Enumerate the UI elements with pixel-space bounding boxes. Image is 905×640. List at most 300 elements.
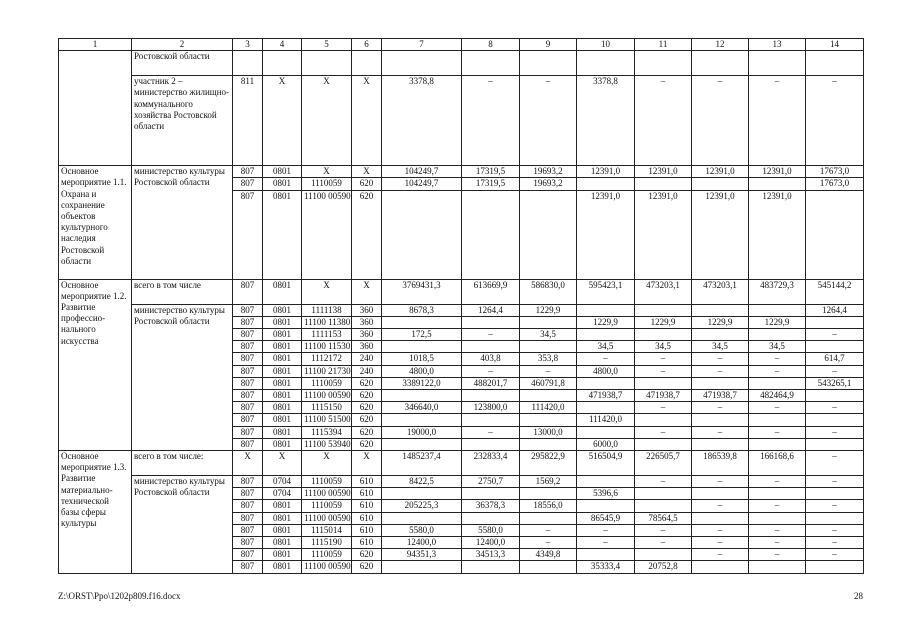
- table-cell: 205225,3: [382, 500, 462, 512]
- table-cell: 11100 11380: [302, 316, 352, 328]
- table-cell: [59, 51, 132, 166]
- table-cell: –: [462, 365, 520, 377]
- table-cell: –: [520, 365, 577, 377]
- table-cell: 1110059: [302, 476, 352, 488]
- table-cell: 460791,8: [520, 377, 577, 389]
- table-cell: 807: [233, 402, 263, 414]
- table-cell: [352, 51, 382, 76]
- table-cell: 0801: [263, 512, 302, 524]
- table-cell: [577, 329, 635, 341]
- table-row: [59, 451, 864, 476]
- table-cell: 620: [352, 414, 382, 426]
- table-cell: 346640,0: [382, 402, 462, 414]
- table-cell: 610: [352, 500, 382, 512]
- table-cell: 34,5: [749, 341, 806, 353]
- table-cell: –: [692, 426, 749, 438]
- table-cell: –: [577, 537, 635, 549]
- table-cell: 0801: [263, 365, 302, 377]
- table-cell: [806, 51, 864, 76]
- executor-cell: министерство культуры Ростовской области: [132, 476, 233, 574]
- table-cell: 86545,9: [577, 512, 635, 524]
- table-cell: 17673,0: [806, 166, 864, 178]
- table-cell: [749, 488, 806, 500]
- table-cell: 0801: [263, 549, 302, 561]
- table-cell: –: [749, 549, 806, 561]
- table-cell: [806, 390, 864, 402]
- table-cell: 11100 00590: [302, 512, 352, 524]
- table-cell: [520, 341, 577, 353]
- header-cell: 2: [132, 39, 233, 51]
- table-cell: 1229,9: [692, 316, 749, 328]
- table-cell: 807: [233, 190, 263, 279]
- table-cell: 34513,3: [462, 549, 520, 561]
- table-cell: 807: [233, 279, 263, 304]
- table-cell: 34,5: [577, 341, 635, 353]
- table-row: [59, 76, 864, 166]
- header-cell: 10: [577, 39, 635, 51]
- table-cell: 18556,0: [520, 500, 577, 512]
- table-cell: –: [520, 76, 577, 166]
- table-cell: [692, 561, 749, 573]
- table-cell: 471938,7: [577, 390, 635, 402]
- table-cell: –: [635, 402, 692, 414]
- table-cell: 11100 53940: [302, 438, 352, 450]
- table-cell: 0801: [263, 353, 302, 365]
- table-cell: 12391,0: [577, 190, 635, 279]
- table-cell: 807: [233, 561, 263, 573]
- header-cell: 7: [382, 39, 462, 51]
- table-cell: 610: [352, 488, 382, 500]
- table-cell: [382, 414, 462, 426]
- table-cell: 807: [233, 512, 263, 524]
- page-number: 28: [854, 591, 863, 601]
- table-cell: 104249,7: [382, 178, 462, 190]
- activity-name-cell: Основное мероприятие 1.2. Развитие профессио-нального искусства: [59, 279, 132, 450]
- table-cell: Х: [352, 451, 382, 476]
- header-cell: 9: [520, 39, 577, 51]
- table-cell: 0801: [263, 279, 302, 304]
- header-cell: 14: [806, 39, 864, 51]
- table-cell: [749, 512, 806, 524]
- table-cell: 613669,9: [462, 279, 520, 304]
- budget-table-sheet: [58, 38, 863, 574]
- table-cell: [382, 512, 462, 524]
- table-cell: [806, 414, 864, 426]
- total-label-cell: всего в том числе: [132, 279, 233, 304]
- table-cell: 4800,0: [382, 365, 462, 377]
- table-cell: 1229,9: [520, 304, 577, 316]
- table-cell: [520, 190, 577, 279]
- table-cell: –: [749, 500, 806, 512]
- table-cell: 240: [352, 353, 382, 365]
- table-cell: –: [692, 524, 749, 536]
- table-cell: –: [749, 353, 806, 365]
- table-cell: 471938,7: [692, 390, 749, 402]
- table-cell: [577, 377, 635, 389]
- table-cell: 811: [233, 76, 263, 166]
- header-cell: 5: [302, 39, 352, 51]
- table-cell: [692, 51, 749, 76]
- table-cell: 17319,5: [462, 166, 520, 178]
- table-cell: 807: [233, 414, 263, 426]
- table-cell: [749, 329, 806, 341]
- table-cell: [635, 438, 692, 450]
- table-cell: 111420,0: [520, 402, 577, 414]
- table-cell: 0801: [263, 190, 302, 279]
- table-cell: 620: [352, 561, 382, 573]
- table-cell: –: [692, 365, 749, 377]
- table-cell: 1110059: [302, 500, 352, 512]
- table-cell: [635, 377, 692, 389]
- table-cell: [382, 316, 462, 328]
- executor-cell: участник 2 – министерство жилищно-коммунального хозяйства Ростовской области: [132, 76, 233, 166]
- table-cell: Х: [352, 76, 382, 166]
- table-cell: [692, 329, 749, 341]
- table-cell: –: [577, 353, 635, 365]
- table-cell: 6000,0: [577, 438, 635, 450]
- table-cell: 17673,0: [806, 178, 864, 190]
- table-cell: 0801: [263, 166, 302, 178]
- table-cell: 482464,9: [749, 390, 806, 402]
- table-cell: 3389122,0: [382, 377, 462, 389]
- table-cell: Х: [352, 166, 382, 178]
- table-cell: 1264,4: [806, 304, 864, 316]
- table-cell: 12400,0: [462, 537, 520, 549]
- table-cell: 1485237,4: [382, 451, 462, 476]
- table-cell: –: [577, 524, 635, 536]
- table-cell: 807: [233, 488, 263, 500]
- table-cell: 12391,0: [692, 166, 749, 178]
- table-cell: 186539,8: [692, 451, 749, 476]
- table-cell: 620: [352, 438, 382, 450]
- table-cell: –: [692, 353, 749, 365]
- table-cell: 1115150: [302, 402, 352, 414]
- table-cell: [520, 512, 577, 524]
- table-cell: [462, 390, 520, 402]
- table-cell: 1110059: [302, 377, 352, 389]
- table-cell: 1569,2: [520, 476, 577, 488]
- table-cell: 0704: [263, 488, 302, 500]
- table-cell: 5580,0: [462, 524, 520, 536]
- table-cell: [462, 438, 520, 450]
- table-cell: –: [462, 329, 520, 341]
- table-cell: 807: [233, 476, 263, 488]
- table-cell: 360: [352, 316, 382, 328]
- table-cell: [806, 190, 864, 279]
- table-cell: –: [806, 537, 864, 549]
- table-cell: 1110059: [302, 549, 352, 561]
- table-cell: 543265,1: [806, 377, 864, 389]
- table-cell: 620: [352, 377, 382, 389]
- table-cell: [749, 51, 806, 76]
- table-cell: [302, 51, 352, 76]
- table-cell: –: [749, 365, 806, 377]
- table-cell: 1115014: [302, 524, 352, 536]
- table-cell: [635, 51, 692, 76]
- table-cell: 483729,3: [749, 279, 806, 304]
- table-cell: 807: [233, 426, 263, 438]
- table-cell: [462, 51, 520, 76]
- table-cell: 11100 00590: [302, 561, 352, 573]
- table-cell: 807: [233, 341, 263, 353]
- table-cell: –: [806, 476, 864, 488]
- table-cell: [233, 51, 263, 76]
- budget-table: [58, 38, 864, 574]
- table-cell: 13000,0: [520, 426, 577, 438]
- table-cell: 807: [233, 178, 263, 190]
- table-cell: 0801: [263, 329, 302, 341]
- table-cell: Х: [302, 451, 352, 476]
- table-cell: 620: [352, 190, 382, 279]
- table-cell: –: [635, 365, 692, 377]
- table-cell: [382, 341, 462, 353]
- table-cell: 807: [233, 549, 263, 561]
- table-cell: 35333,4: [577, 561, 635, 573]
- table-cell: –: [749, 537, 806, 549]
- table-cell: 807: [233, 377, 263, 389]
- table-cell: 295822,9: [520, 451, 577, 476]
- table-cell: 807: [233, 304, 263, 316]
- header-cell: 4: [263, 39, 302, 51]
- table-cell: [577, 549, 635, 561]
- table-cell: 12400,0: [382, 537, 462, 549]
- table-cell: [520, 488, 577, 500]
- table-cell: 1112172: [302, 353, 352, 365]
- table-cell: 0801: [263, 426, 302, 438]
- table-cell: Х: [263, 451, 302, 476]
- table-cell: [749, 377, 806, 389]
- table-cell: [692, 377, 749, 389]
- table-cell: –: [806, 451, 864, 476]
- table-cell: –: [692, 500, 749, 512]
- table-cell: 488201,7: [462, 377, 520, 389]
- table-cell: 0801: [263, 438, 302, 450]
- table-cell: [382, 390, 462, 402]
- table-cell: 8422,5: [382, 476, 462, 488]
- table-cell: 807: [233, 500, 263, 512]
- header-cell: 6: [352, 39, 382, 51]
- table-cell: 5396,6: [577, 488, 635, 500]
- table-cell: 1229,9: [635, 316, 692, 328]
- table-cell: 1018,5: [382, 353, 462, 365]
- table-cell: 516504,9: [577, 451, 635, 476]
- table-cell: 0801: [263, 402, 302, 414]
- table-cell: 360: [352, 304, 382, 316]
- table-cell: 0801: [263, 390, 302, 402]
- table-cell: [749, 438, 806, 450]
- table-cell: 11100 00590: [302, 390, 352, 402]
- table-cell: 12391,0: [692, 190, 749, 279]
- column-number-header: [59, 39, 864, 51]
- table-cell: 0801: [263, 537, 302, 549]
- table-cell: 360: [352, 329, 382, 341]
- table-cell: –: [520, 524, 577, 536]
- table-cell: [635, 178, 692, 190]
- table-cell: [382, 488, 462, 500]
- table-cell: [462, 414, 520, 426]
- table-cell: Х: [352, 279, 382, 304]
- table-cell: 5580,0: [382, 524, 462, 536]
- table-row: [59, 166, 864, 178]
- table-cell: –: [749, 426, 806, 438]
- table-cell: Х: [302, 166, 352, 178]
- table-cell: 12391,0: [635, 190, 692, 279]
- table-cell: 807: [233, 390, 263, 402]
- table-cell: 34,5: [692, 341, 749, 353]
- table-cell: Х: [263, 76, 302, 166]
- table-cell: 226505,7: [635, 451, 692, 476]
- table-cell: [520, 316, 577, 328]
- table-cell: 610: [352, 524, 382, 536]
- table-cell: –: [806, 402, 864, 414]
- table-cell: 19693,2: [520, 178, 577, 190]
- table-cell: [806, 438, 864, 450]
- table-cell: 8678,3: [382, 304, 462, 316]
- table-cell: [577, 51, 635, 76]
- table-cell: 11100 21730: [302, 365, 352, 377]
- table-cell: 12391,0: [749, 166, 806, 178]
- table-cell: [462, 561, 520, 573]
- table-cell: –: [692, 476, 749, 488]
- table-cell: [806, 488, 864, 500]
- table-cell: 473203,1: [635, 279, 692, 304]
- table-cell: 1110059: [302, 178, 352, 190]
- executor-cell: Ростовской области: [132, 51, 233, 76]
- table-cell: 0801: [263, 500, 302, 512]
- header-cell: 3: [233, 39, 263, 51]
- activity-name-cell: Основное мероприятие 1.3. Развитие материально-технической базы сферы культуры: [59, 451, 132, 574]
- table-cell: 610: [352, 512, 382, 524]
- table-cell: 4800,0: [577, 365, 635, 377]
- table-cell: 4349,8: [520, 549, 577, 561]
- table-cell: [577, 426, 635, 438]
- table-cell: [462, 190, 520, 279]
- table-cell: 123800,0: [462, 402, 520, 414]
- table-cell: [462, 341, 520, 353]
- table-cell: 0801: [263, 414, 302, 426]
- header-cell: 11: [635, 39, 692, 51]
- table-cell: 0801: [263, 304, 302, 316]
- table-cell: 12391,0: [635, 166, 692, 178]
- table-cell: 0801: [263, 377, 302, 389]
- table-cell: [462, 512, 520, 524]
- table-cell: [635, 329, 692, 341]
- table-cell: Х: [302, 76, 352, 166]
- table-cell: [382, 51, 462, 76]
- table-cell: –: [749, 76, 806, 166]
- table-cell: 620: [352, 426, 382, 438]
- table-cell: [692, 438, 749, 450]
- table-cell: 232833,4: [462, 451, 520, 476]
- table-cell: 471938,7: [635, 390, 692, 402]
- table-cell: –: [806, 524, 864, 536]
- table-row: [59, 279, 864, 304]
- table-cell: [635, 549, 692, 561]
- table-cell: 0801: [263, 178, 302, 190]
- table-cell: 11100 51500: [302, 414, 352, 426]
- table-cell: 3378,8: [577, 76, 635, 166]
- table-cell: 104249,7: [382, 166, 462, 178]
- table-cell: [577, 500, 635, 512]
- table-cell: 11100 00590: [302, 190, 352, 279]
- table-cell: 807: [233, 524, 263, 536]
- table-cell: [635, 488, 692, 500]
- table-cell: 3769431,3: [382, 279, 462, 304]
- table-row: [59, 476, 864, 488]
- table-cell: –: [806, 549, 864, 561]
- table-cell: 545144,2: [806, 279, 864, 304]
- table-row: [59, 51, 864, 76]
- executor-cell: министерство культуры Ростовской области: [132, 304, 233, 450]
- table-cell: 620: [352, 549, 382, 561]
- table-cell: –: [635, 524, 692, 536]
- table-cell: 172,5: [382, 329, 462, 341]
- table-cell: [577, 178, 635, 190]
- table-cell: [749, 304, 806, 316]
- table-cell: –: [462, 76, 520, 166]
- table-cell: [520, 438, 577, 450]
- table-cell: 403,8: [462, 353, 520, 365]
- executor-cell: министерство культуры Ростовской области: [132, 166, 233, 279]
- table-cell: [635, 500, 692, 512]
- table-cell: [263, 51, 302, 76]
- table-cell: [806, 341, 864, 353]
- table-cell: 595423,1: [577, 279, 635, 304]
- table-cell: [749, 561, 806, 573]
- header-cell: 1: [59, 39, 132, 51]
- table-cell: [692, 178, 749, 190]
- table-cell: [806, 512, 864, 524]
- table-cell: 807: [233, 353, 263, 365]
- document-path: Z:\ORST\Ppo\1202p809.f16.docx: [58, 591, 181, 601]
- table-cell: [635, 304, 692, 316]
- table-cell: [520, 561, 577, 573]
- table-cell: 807: [233, 316, 263, 328]
- table-cell: [382, 190, 462, 279]
- table-cell: 0801: [263, 524, 302, 536]
- table-cell: –: [635, 537, 692, 549]
- table-cell: 610: [352, 476, 382, 488]
- table-cell: 1229,9: [749, 316, 806, 328]
- table-cell: 614,7: [806, 353, 864, 365]
- table-cell: [382, 561, 462, 573]
- table-cell: [692, 512, 749, 524]
- table-cell: 0704: [263, 476, 302, 488]
- table-cell: –: [635, 476, 692, 488]
- table-cell: 620: [352, 390, 382, 402]
- table-cell: [692, 304, 749, 316]
- table-cell: 807: [233, 166, 263, 178]
- table-cell: –: [635, 76, 692, 166]
- total-label-cell: всего в том числе:: [132, 451, 233, 476]
- table-cell: 620: [352, 178, 382, 190]
- table-cell: 12391,0: [749, 190, 806, 279]
- table-cell: 17319,5: [462, 178, 520, 190]
- table-cell: 473203,1: [692, 279, 749, 304]
- table-cell: Х: [233, 451, 263, 476]
- table-cell: 0801: [263, 561, 302, 573]
- table-cell: –: [635, 426, 692, 438]
- table-cell: 36378,3: [462, 500, 520, 512]
- table-cell: –: [749, 524, 806, 536]
- table-cell: 0801: [263, 316, 302, 328]
- table-cell: 166168,6: [749, 451, 806, 476]
- table-cell: 19693,2: [520, 166, 577, 178]
- table-cell: 620: [352, 402, 382, 414]
- table-cell: 11100 00590: [302, 488, 352, 500]
- table-cell: 1111138: [302, 304, 352, 316]
- table-cell: [520, 51, 577, 76]
